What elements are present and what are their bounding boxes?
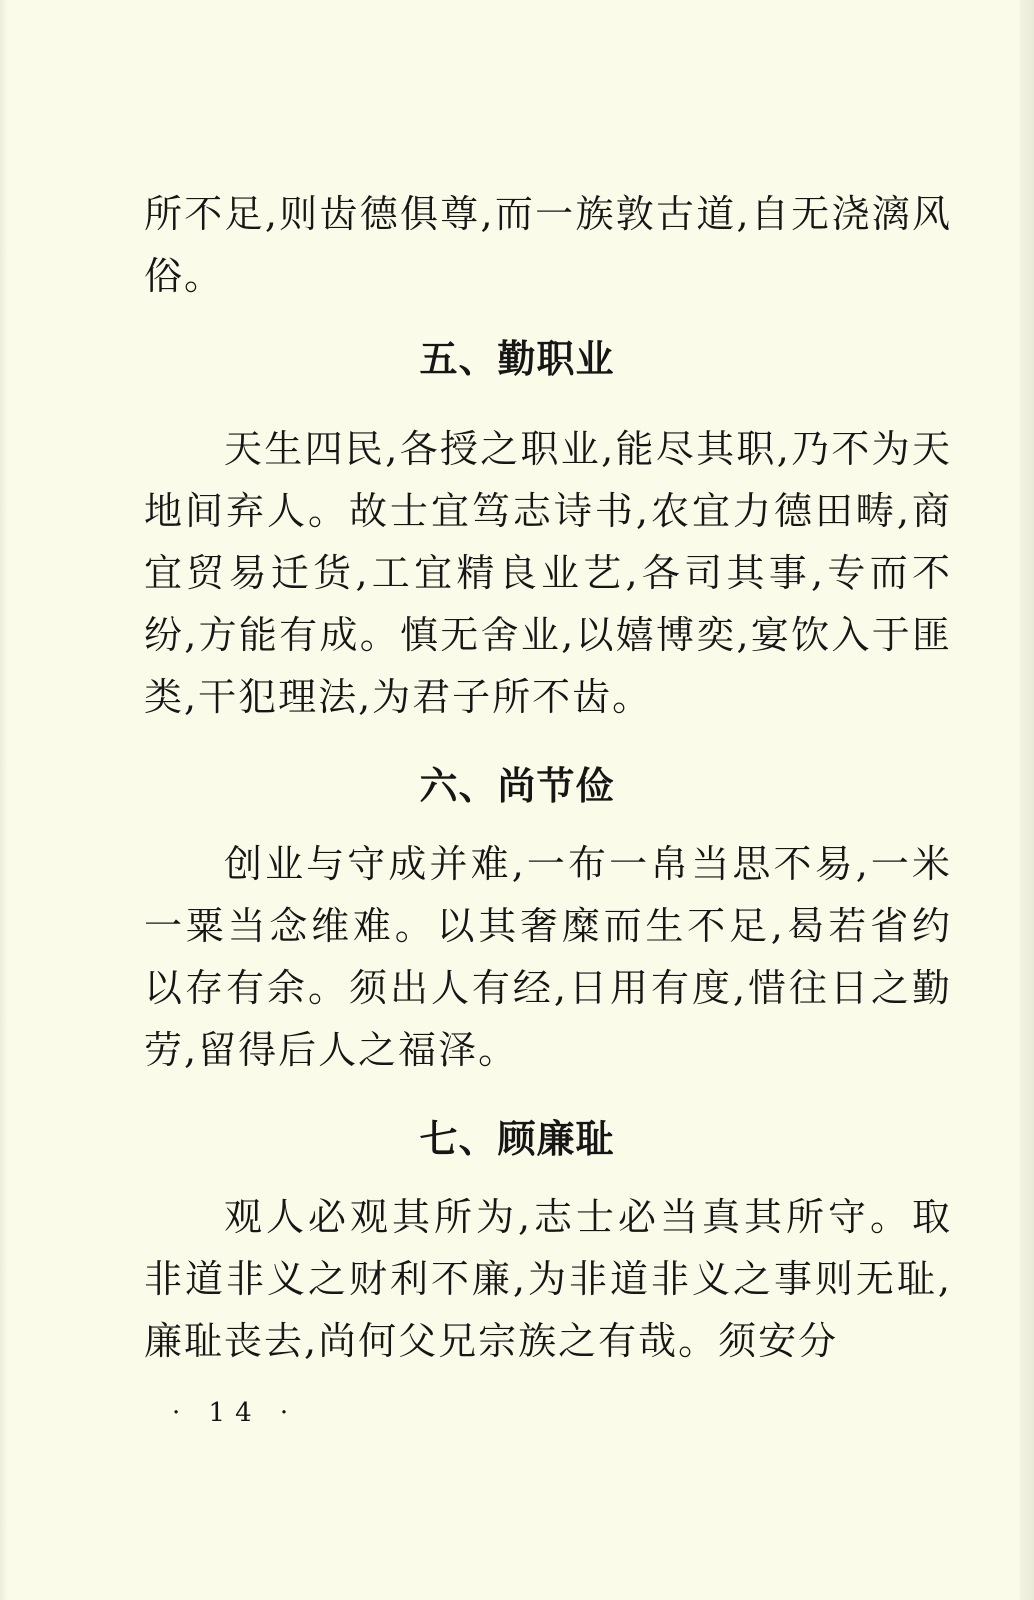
section-heading-7: 七、顾廉耻 [419, 1117, 615, 1161]
page-number: · 14 · [172, 1398, 299, 1428]
section-heading-6: 六、尚节俭 [419, 764, 615, 808]
section-heading-5: 五、勤职业 [419, 337, 615, 381]
section-body-6: 创业与守成并难,一布一帛当思不易,一米一粟当念维难。以其奢糜而生不足,曷若省约以存有余。须出人有经,日用有度,惜往日之勤劳,留得后人之福泽。 [144, 842, 952, 1072]
section-body-7: 观人必观其所为,志士必当真其所守。取非道非义之财利不廉,为非道非义之事则无耻,廉耻丧去,尚何父兄宗族之有哉。须安分 [144, 1195, 952, 1363]
continuation-paragraph: 所不足,则齿德俱尊,而一族敦古道,自无浇漓风俗。 [144, 192, 952, 298]
section-body-5: 天生四民,各授之职业,能尽其职,乃不为天地间弃人。故士宜笃志诗书,农宜力德田畴,商宜贸易迁货,工宜精良业艺,各司其事,专而不纷,方能有成。慎无舍业,以嬉博奕,宴饮入于匪类,干犯理法,为君子所不齿。 [144, 427, 952, 719]
